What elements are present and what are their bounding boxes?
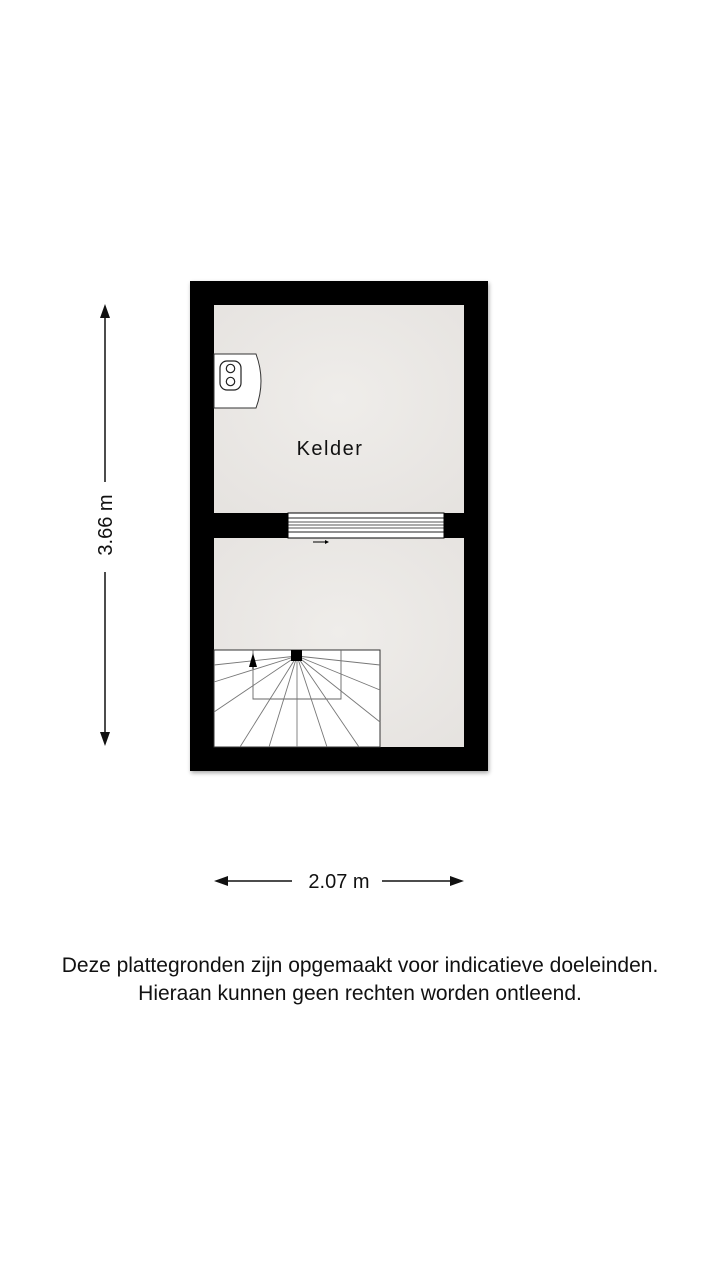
staircase bbox=[214, 650, 380, 747]
disclaimer bbox=[0, 952, 720, 1008]
height-dimension-label: 3.66 m bbox=[95, 494, 117, 556]
sliding-door bbox=[288, 513, 444, 538]
disclaimer-line-2: Hieraan kunnen geen rechten worden ontleend. bbox=[138, 982, 582, 1005]
height-dimension bbox=[95, 304, 117, 746]
width-dimension-label: 2.07 m bbox=[308, 871, 370, 893]
disclaimer-line-1: Deze plattegronden zijn opgemaakt voor indicatieve doeleinden. bbox=[61, 954, 659, 977]
width-dimension bbox=[214, 871, 464, 893]
room-label-kelder: Kelder bbox=[296, 438, 364, 460]
boiler-icon bbox=[214, 354, 261, 408]
room-floor-upper bbox=[214, 305, 464, 513]
